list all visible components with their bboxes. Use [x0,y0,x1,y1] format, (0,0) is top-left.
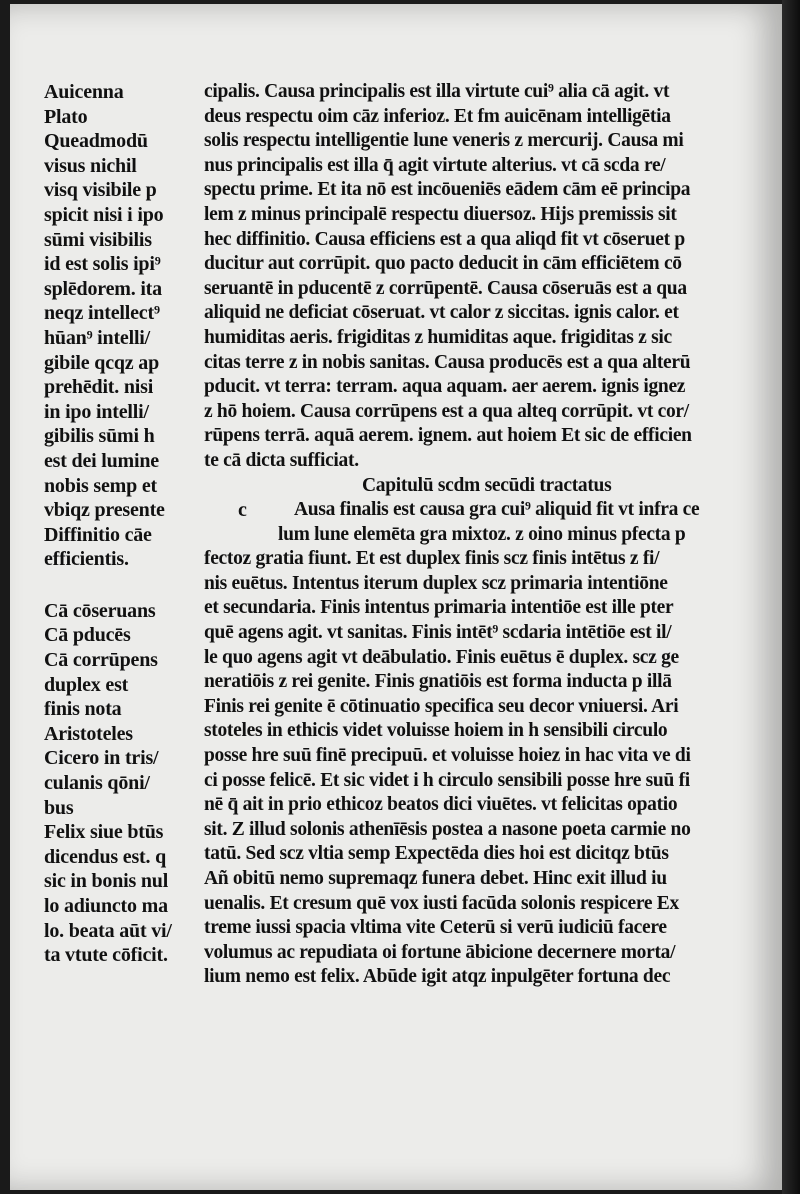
text-line: rūpens terrā. aquā aerem. ignem. aut hoiem Et sic de efficien [204,425,692,447]
text-line: ci posse felicē. Et sic videt i h circulo sensibili posse hre suū fi [204,769,690,791]
text-line: lem z minus principalē respectu diuersoz. Hijs premissis sit [204,203,677,225]
text-line: fectoz gratia fiunt. Et est duplex finis scz finis intētus z fi/ [204,548,660,570]
text-line: stoteles in ethicis videt voluisse hoiem in h sensibili circulo [204,720,668,742]
text-line: seruantē in pducentē z corrūpentē. Causa cōseruās est a qua [204,277,687,299]
margin-note-line: gibile qcqz ap [44,351,159,374]
margin-note-line: sic in bonis nul [44,870,169,893]
text-line: uenalis. Et cresum quē vox iusti facūda solonis respicere Ex [204,892,679,914]
text-line: citas terre z in nobis sanitas. Causa producēs est a qua alterū [204,351,691,373]
guide-letter: c [238,499,247,522]
text-line: quē agens agit. vt sanitas. Finis intēt⁹ scdaria intētiōe est il/ [204,622,672,644]
text-line-with-initial [204,498,779,523]
margin-note-line: bus [44,796,74,819]
margin-note-line: sūmi visibilis [44,228,152,251]
book-page [10,4,782,1190]
margin-note-line: neqz intellect⁹ [44,302,160,325]
text-line: nis euētus. Intentus iterum duplex scz primaria intentiōne [204,572,668,594]
margin-note-line: nobis semp et [44,474,157,497]
margin-notes [44,80,204,968]
text-line: et secundaria. Finis intentus primaria intentiōe est ille pter [204,597,674,619]
margin-note-line: Cicero in tris/ [44,747,159,770]
text-line: humiditas aeris. frigiditas z humiditas aque. frigiditas z sic [204,326,672,348]
main-text [204,80,779,990]
margin-note-line: Felix siue btūs [44,821,164,844]
margin-note-line: efficientis. [44,548,129,571]
margin-note-line: est dei lumine [44,449,159,472]
margin-note-line: splēdorem. ita [44,277,162,300]
margin-note-line: spicit nisi i ipo [44,203,164,226]
text-line: treme iussi spacia vltima vite Ceterū si verū iudiciū facere [204,917,667,939]
text-line: nus principalis est illa q̄ agit virtute alterius. vt cā scda re/ [204,154,666,176]
text-line: lum lune elemēta gra mixtoz. z oino minus pfecta p [278,523,686,545]
text-line: solis respectu intelligentie lune veneris z mercurij. Causa mi [204,130,684,152]
text-line: nē q̄ ait in prio ethicoz beatos dici viuētes. vt felicitas opatio [204,794,678,816]
margin-note-line: prehēdit. nisi [44,376,154,399]
text-line: ducitur aut corrūpit. quo pacto deducit in cām efficiētem cō [204,253,682,275]
text-line: pducit. vt terra: terram. aqua aquam. aer aerem. ignis ignez [204,376,686,398]
text-line: Añ obitū nemo supremaqz funera debet. Hinc exit illud iu [204,868,667,889]
margin-note-line: lo. beata aūt vi/ [44,919,172,942]
margin-note-line: culanis qōni/ [44,772,150,795]
margin-note-line: hūan⁹ intelli/ [44,326,151,349]
text-line: Ausa finalis est causa gra cui⁹ aliquid fit vt infra ce [294,499,700,521]
margin-note-line: Queadmodū [44,130,148,153]
text-line: volumus ac repudiata oi fortune ābicione decernere morta/ [204,941,676,963]
chapter-heading: Capitulū scdm secūdi tractatus [362,474,612,496]
margin-note-line: in ipo intelli/ [44,400,149,423]
margin-note-line: lo adiuncto ma [44,895,168,917]
text-line: deus respectu oim cāz inferioz. Et fm auicēnam intelligētia [204,105,671,127]
margin-note-line: Cā cōseruans [44,599,156,622]
margin-note-line: id est solis ipi⁹ [44,253,161,276]
margin-note-line: visus nichil [44,154,137,177]
text-line: tatū. Sed scz vltia semp Expectēda dies hoi est dicitqz btūs [204,843,669,865]
margin-note-line: Plato [44,105,88,128]
margin-note-line: Auicenna [44,81,124,103]
text-line: spectu prime. Et ita nō est incōueniēs eādem cām eē principa [204,179,691,201]
text-line: sit. Z illud solonis athenīēsis postea a nasone poeta carmie no [204,818,691,840]
margin-note-line: visq visibile p [44,179,157,202]
text-line: z hō hoiem. Causa corrūpens est a qua alteq corrūpit. vt cor/ [204,400,689,422]
text-line: te cā dicta sufficiat. [204,449,359,471]
margin-note-line: dicendus est. q [44,845,167,868]
margin-note-line: duplex est [44,673,129,696]
margin-note-line: Aristoteles [44,722,133,745]
margin-note-line: Cā pducēs [44,624,131,647]
text-line: cipalis. Causa principalis est illa virtute cui⁹ alia cā agit. vt [204,81,670,102]
text-line: Finis rei genite ē cōtinuatio specifica seu decor vniuersi. Ari [204,695,679,717]
text-line: hec diffinitio. Causa efficiens est a qua aliqd fit vt cōseruet p [204,228,685,250]
text-line: le quo agens agit vt deābulatio. Finis euētus ē duplex. scz ge [204,646,679,668]
margin-note-line: ta vtute cōficit. [44,944,168,967]
page-binding-shadow [782,0,800,1194]
text-line: aliquid ne deficiat cōseruat. vt calor z siccitas. ignis calor. et [204,302,679,324]
margin-note-line: gibilis sūmi h [44,425,155,448]
margin-note-line: Diffinitio cāe [44,523,152,546]
margin-note-line: vbiqz presente [44,499,165,522]
margin-note-line: finis nota [44,698,122,721]
text-line: lium nemo est felix. Abūde igit atqz inpulgēter fortuna dec [204,966,671,988]
text-line: posse hre suū finē precipuū. et voluisse hoiez in hac vita ve di [204,745,691,767]
margin-gap [44,572,204,599]
margin-note-line: Cā corrūpens [44,649,158,672]
text-line: neratiōis z rei genite. Finis gnatiōis est forma inducta p illā [204,671,672,693]
